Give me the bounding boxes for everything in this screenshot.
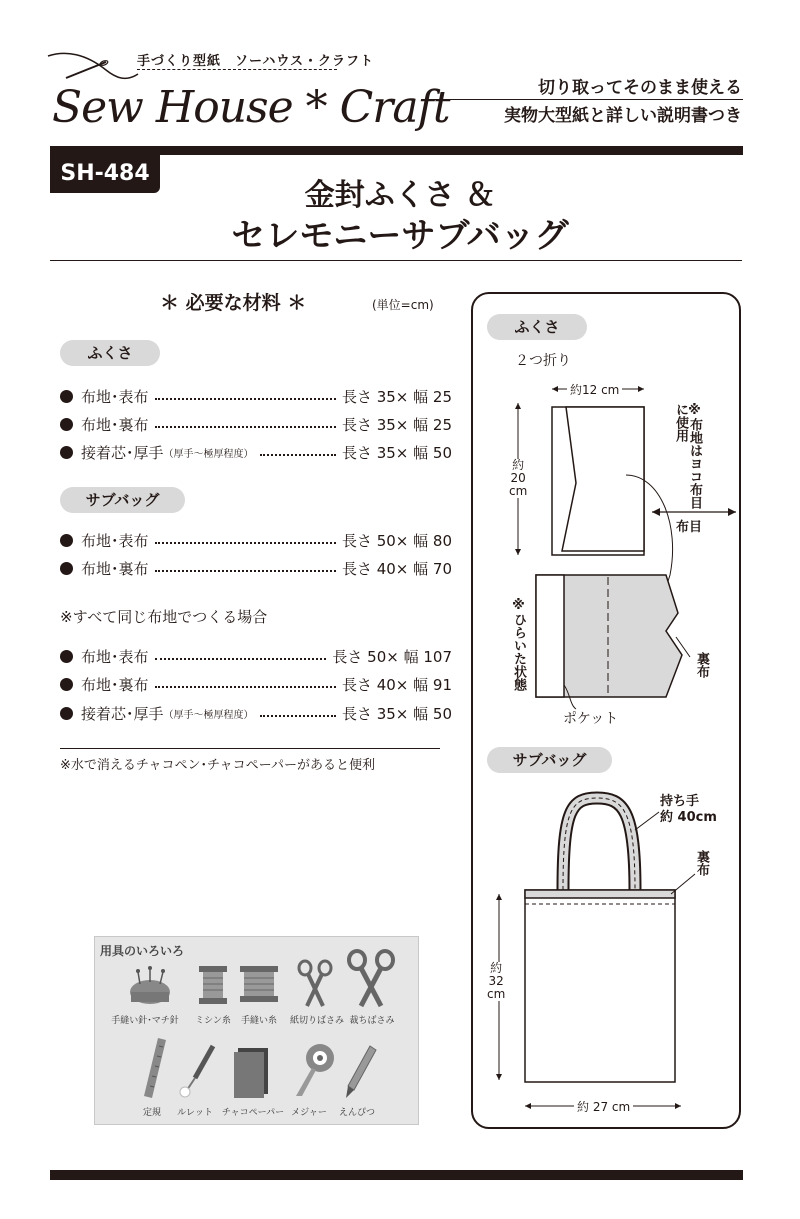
material-name: 布地･表布 xyxy=(81,647,149,666)
material-row xyxy=(60,413,452,435)
grain-label: 布目 xyxy=(676,520,703,535)
same-fabric-note: ※すべて同じ布地でつくる場合 xyxy=(60,608,268,626)
material-row xyxy=(60,645,452,667)
tool-label: ルレット xyxy=(177,1108,213,1118)
material-size: 長さ 40× 幅 91 xyxy=(341,675,452,694)
bottom-bar xyxy=(50,1170,743,1180)
bullet-icon xyxy=(60,446,73,459)
paper-scissors-icon xyxy=(295,958,335,1010)
pocket-label: ポケット xyxy=(563,711,619,727)
fabric-scissors-icon xyxy=(345,948,397,1010)
top-bar xyxy=(50,146,743,155)
material-size: 長さ 50× 幅 80 xyxy=(341,531,452,550)
leader-dots xyxy=(155,570,336,572)
machine-thread-icon xyxy=(195,962,231,1007)
tracing-wheel-icon xyxy=(175,1042,219,1100)
leader-dots xyxy=(155,686,336,688)
hand-thread-icon xyxy=(238,962,280,1007)
tool-label: メジャー xyxy=(291,1108,327,1118)
material-size: 長さ 35× 幅 25 xyxy=(341,415,452,434)
bag-width-label: 約 27 cm xyxy=(574,1098,633,1115)
material-name: 布地･表布 xyxy=(81,531,149,550)
section-subbag-label: サブバッグ xyxy=(60,487,185,513)
tool-label: 紙切りばさみ xyxy=(289,1016,344,1026)
bullet-icon xyxy=(60,534,73,547)
material-size: 長さ 35× 幅 25 xyxy=(341,387,452,406)
leader-dots xyxy=(155,398,336,400)
tool-label: ミシン糸 xyxy=(195,1016,231,1026)
lining-label: 裏布 xyxy=(694,652,709,678)
pencil-icon xyxy=(342,1044,378,1100)
leader-dots xyxy=(260,715,336,717)
bullet-icon xyxy=(60,418,73,431)
tool-label: 定規 xyxy=(142,1108,161,1118)
material-size: 長さ 40× 幅 70 xyxy=(341,559,452,578)
material-size: 長さ 35× 幅 50 xyxy=(341,704,452,723)
tape-measure-icon xyxy=(290,1040,338,1098)
material-name: 布地･表布 xyxy=(81,387,149,406)
material-name: 布地･裏布 xyxy=(81,415,149,434)
product-title-line2: セレモニーサブバッグ xyxy=(231,216,569,256)
material-row xyxy=(60,529,452,551)
subbag-diagram xyxy=(485,790,735,1120)
product-title-line1: 金封ふくさ ＆ xyxy=(304,178,496,213)
height-label: 約 20 cm xyxy=(509,458,528,498)
material-name: 布地･裏布 xyxy=(81,675,149,694)
folded-label: ２つ折り xyxy=(515,353,571,369)
material-row xyxy=(60,673,452,695)
width-label: 約12 cm xyxy=(567,381,622,398)
tagline-2: 実物大型紙と詳しい説明書つき xyxy=(504,106,742,126)
leader-dots xyxy=(260,454,336,456)
tagline-1: 切り取ってそのまま使える xyxy=(538,78,742,98)
bag-lining-label: 裏布 xyxy=(694,850,709,876)
materials-unit: (単位=cm) xyxy=(372,298,434,312)
tool-label: 裁ちばさみ xyxy=(349,1016,395,1026)
materials-divider xyxy=(60,748,440,749)
brand-logo: Sew House * Craft xyxy=(52,82,450,133)
fabric-grain-note: ※布地はヨコ布目に使用 xyxy=(673,403,702,509)
brand-divider xyxy=(137,69,337,70)
material-name: 接着芯･厚手 xyxy=(81,704,164,723)
leader-dots xyxy=(155,542,336,544)
diagram-subbag-label: サブバッグ xyxy=(487,747,612,773)
material-size: 長さ 35× 幅 50 xyxy=(341,443,452,462)
tool-label: チャコペーパー xyxy=(221,1108,285,1118)
pincushion-icon xyxy=(125,962,175,1007)
bullet-icon xyxy=(60,650,73,663)
material-row xyxy=(60,702,452,724)
bullet-icon xyxy=(60,390,73,403)
section-fukusa-label: ふくさ xyxy=(60,340,160,366)
fukusa-diagram xyxy=(500,375,740,735)
tools-title: 用具のいろいろ xyxy=(100,944,185,958)
chalk-tip-note: ※水で消えるチャコペン･チャコペーパーがあると便利 xyxy=(60,758,375,773)
diagram-fukusa-label: ふくさ xyxy=(487,314,587,340)
title-divider xyxy=(50,260,742,261)
material-row xyxy=(60,557,452,579)
bullet-icon xyxy=(60,562,73,575)
tagline-divider xyxy=(430,99,743,100)
material-name: 接着芯･厚手 xyxy=(81,443,164,462)
tool-label: 手縫い糸 xyxy=(240,1016,277,1026)
tool-label: 手縫い針･マチ針 xyxy=(111,1016,179,1026)
open-state-label: ※ひらいた状態 xyxy=(511,598,526,691)
chalk-paper-icon xyxy=(230,1044,270,1098)
ruler-icon xyxy=(140,1036,170,1100)
material-note: （厚手～極厚程度） xyxy=(163,448,254,460)
material-row xyxy=(60,441,452,463)
tool-label: えんぴつ xyxy=(338,1108,375,1118)
materials-title: ＊ 必要な材料 ＊ xyxy=(160,292,307,314)
leader-dots xyxy=(155,658,327,660)
material-name: 布地･裏布 xyxy=(81,559,149,578)
bullet-icon xyxy=(60,678,73,691)
product-code: SH-484 xyxy=(50,155,160,193)
bullet-icon xyxy=(60,707,73,720)
material-row xyxy=(60,385,452,407)
material-note: （厚手～極厚程度） xyxy=(163,709,254,721)
leader-dots xyxy=(155,426,336,428)
brand-subtitle: 手づくり型紙 ソーハウス・クラフト xyxy=(137,54,374,69)
handle-label: 持ち手 約 40cm xyxy=(660,794,717,825)
material-size: 長さ 50× 幅 107 xyxy=(332,647,452,666)
bag-height-label: 約 32 cm xyxy=(487,961,506,1001)
